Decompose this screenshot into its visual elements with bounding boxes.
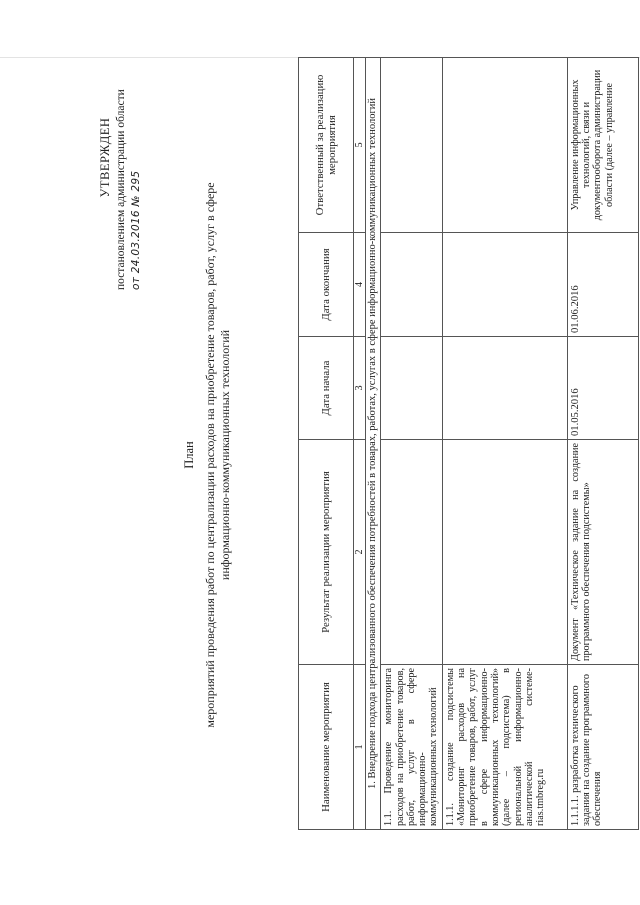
column-number: 5 [354, 58, 366, 233]
header-end-date: Дата окончания [299, 233, 354, 337]
approval-date-number: от 24.03.2016 № 295 [130, 170, 142, 290]
row-end-date [442, 233, 567, 337]
row-result [381, 440, 442, 665]
header-result: Результат реализации мероприятия [299, 440, 354, 665]
row-start-date [381, 337, 442, 440]
column-number: 3 [354, 337, 366, 440]
document-subtitle: мероприятий проведения работ по централизации расходов на приобретение товаров, работ, услуг в сфере информационно-коммуникационных технологий [203, 182, 232, 728]
approval-title: УТВЕРЖДЕН [98, 117, 112, 198]
section-title: 1. Внедрение подхода централизованного обеспечения потребностей в товарах, работах, услугах в сфере информационно-коммуникационных технологий [366, 58, 381, 830]
row-responsible: Управление информационных технологий, связи и документооборота администрации области (далее – управление [567, 58, 638, 233]
table-row [567, 58, 638, 830]
row-result [442, 440, 567, 665]
row-end-date [381, 233, 442, 337]
document-heading: План [182, 441, 196, 469]
column-number: 1 [354, 665, 366, 830]
header-start-date: Дата начала [299, 337, 354, 440]
row-start-date [442, 337, 567, 440]
column-number: 2 [354, 440, 366, 665]
row-start-date: 01.05.2016 [567, 337, 638, 440]
row-responsible [442, 58, 567, 233]
row-name: 1.1. Проведение мониторинга расходов на приобретение товаров, работ, услуг в сфере информационно-коммуникационных технологий [381, 665, 442, 830]
column-number-row [354, 58, 366, 830]
column-number: 4 [354, 233, 366, 337]
approval-stamp [98, 25, 144, 290]
rotated-document-page [20, 25, 620, 885]
plan-table [298, 57, 639, 830]
row-end-date: 01.06.2016 [567, 233, 638, 337]
row-responsible [381, 58, 442, 233]
section-row [366, 58, 381, 830]
document-title-block [182, 25, 233, 885]
header-name: Наименование мероприятия [299, 665, 354, 830]
row-name: 1.1.1. создание подсистемы «Мониторинг расходов на приобретение товаров, работ, услуг в сфере информационно-коммуникационных технологий» (далее – подсистема) в региональной информационно-аналитической системе-rias.tmbreg.ru [442, 665, 567, 830]
approval-line-1: постановлением администрации области [115, 89, 127, 290]
header-responsible: Ответственный за реализацию мероприятия [299, 58, 354, 233]
table-row [381, 58, 442, 830]
row-result: Документ «Техническое задание на создание программного обеспечения подсистемы» [567, 440, 638, 665]
table-header-row [299, 58, 354, 830]
row-name: 1.1.1.1. разработка технического задания на создание программного обеспечения [567, 665, 638, 830]
table-row [442, 58, 567, 830]
